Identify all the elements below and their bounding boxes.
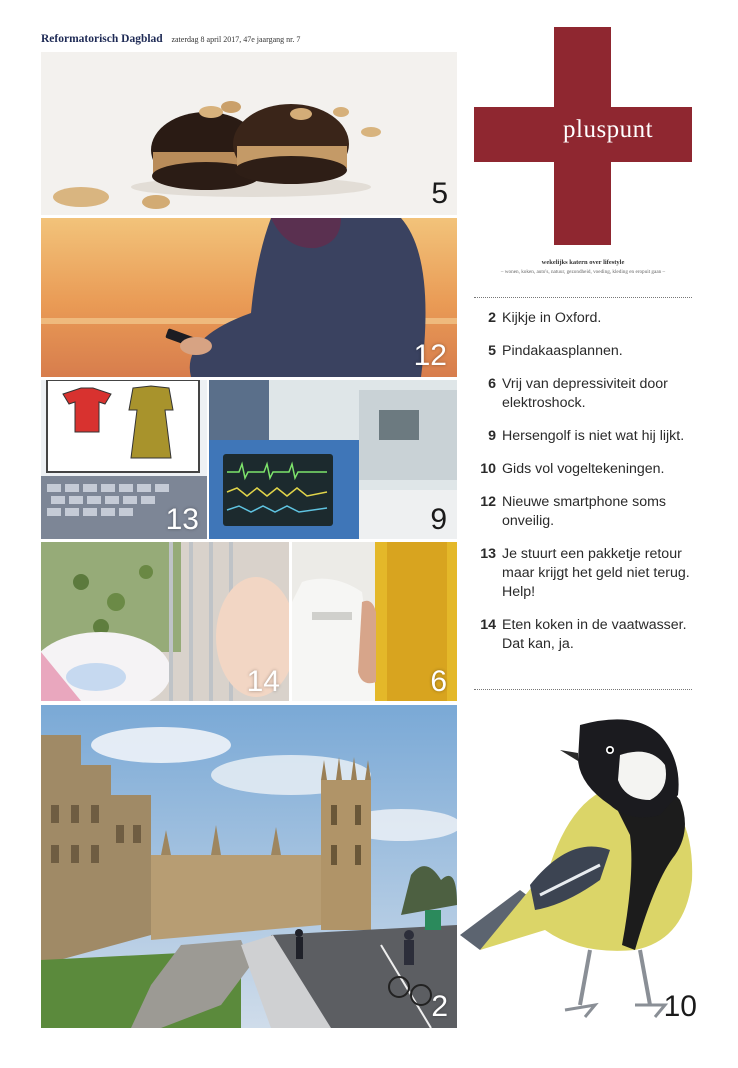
photo-brain-monitor[interactable] [209, 380, 457, 539]
masthead [41, 33, 300, 45]
toc-title: Je stuurt een pakketje retour maar krijgt het geld niet terug. Help! [502, 546, 690, 600]
divider-top [474, 297, 692, 298]
page-number-smartphone: 12 [413, 339, 447, 372]
section-tagline: wekelijks katern over lifestyle [541, 259, 625, 266]
issue-date: zaterdag 8 april 2017, 47e jaargang nr. 7 [171, 35, 301, 44]
toc-item[interactable] [472, 342, 702, 361]
great-tit-illustration [460, 705, 700, 1028]
toc-item[interactable] [472, 493, 702, 531]
toc-item[interactable] [472, 616, 702, 654]
page-number-cakes: 5 [431, 177, 448, 210]
toc-title: Nieuwe smartphone soms onveilig. [502, 494, 667, 529]
toc-item[interactable] [472, 309, 702, 328]
toc-page-number: 13 [480, 546, 496, 562]
photo-peanut-cakes[interactable] [41, 52, 457, 215]
smartphone-image [41, 218, 457, 377]
toc-page-number: 6 [488, 376, 496, 392]
page-number-oxford: 2 [431, 990, 448, 1023]
peanut-cakes-image [41, 52, 457, 215]
divider-bottom [474, 689, 692, 690]
oxford-image [41, 705, 457, 1028]
toc-page-number: 2 [488, 310, 496, 326]
toc-title: Gids vol vogeltekeningen. [502, 461, 665, 477]
toc-title: Eten koken in de vaatwasser. Dat kan, ja. [502, 617, 687, 652]
photo-electroshock[interactable] [292, 542, 457, 701]
table-of-contents [472, 309, 702, 668]
photo-great-tit-illustration[interactable] [460, 705, 700, 1028]
section-logo-word: pluspunt [563, 116, 654, 143]
photo-oxford[interactable] [41, 705, 457, 1028]
toc-page-number: 10 [480, 461, 496, 477]
toc-item[interactable] [472, 375, 702, 413]
toc-page-number: 9 [488, 428, 496, 444]
photo-dishwasher[interactable] [41, 542, 289, 701]
toc-title: Pindakaasplannen. [502, 343, 623, 359]
toc-item[interactable] [472, 460, 702, 479]
toc-page-number: 12 [480, 494, 496, 510]
toc-title: Hersengolf is niet wat hij lijkt. [502, 428, 685, 444]
toc-item[interactable] [472, 545, 702, 602]
photo-laptop-illustration[interactable] [41, 380, 207, 539]
toc-page-number: 14 [480, 617, 496, 633]
newspaper-name: Reformatorisch Dagblad [41, 33, 163, 45]
photo-smartphone[interactable] [41, 218, 457, 377]
page-number-monitor: 9 [430, 503, 447, 536]
monitor-image [209, 380, 457, 539]
toc-page-number: 5 [488, 343, 496, 359]
toc-item[interactable] [472, 427, 702, 446]
page-number-bird: 10 [663, 990, 697, 1023]
toc-title: Kijkje in Oxford. [502, 310, 602, 326]
page-number-electroshock: 6 [430, 665, 447, 698]
page-number-dishwasher: 14 [246, 665, 280, 698]
toc-title: Vrij van depressiviteit door elektroshock. [502, 376, 668, 411]
section-subtagline: – wonen, koken, auto's, natuur, gezondheid, voeding, kleding en eropuit gaan – [500, 269, 666, 275]
page-number-laptop: 13 [165, 503, 199, 536]
